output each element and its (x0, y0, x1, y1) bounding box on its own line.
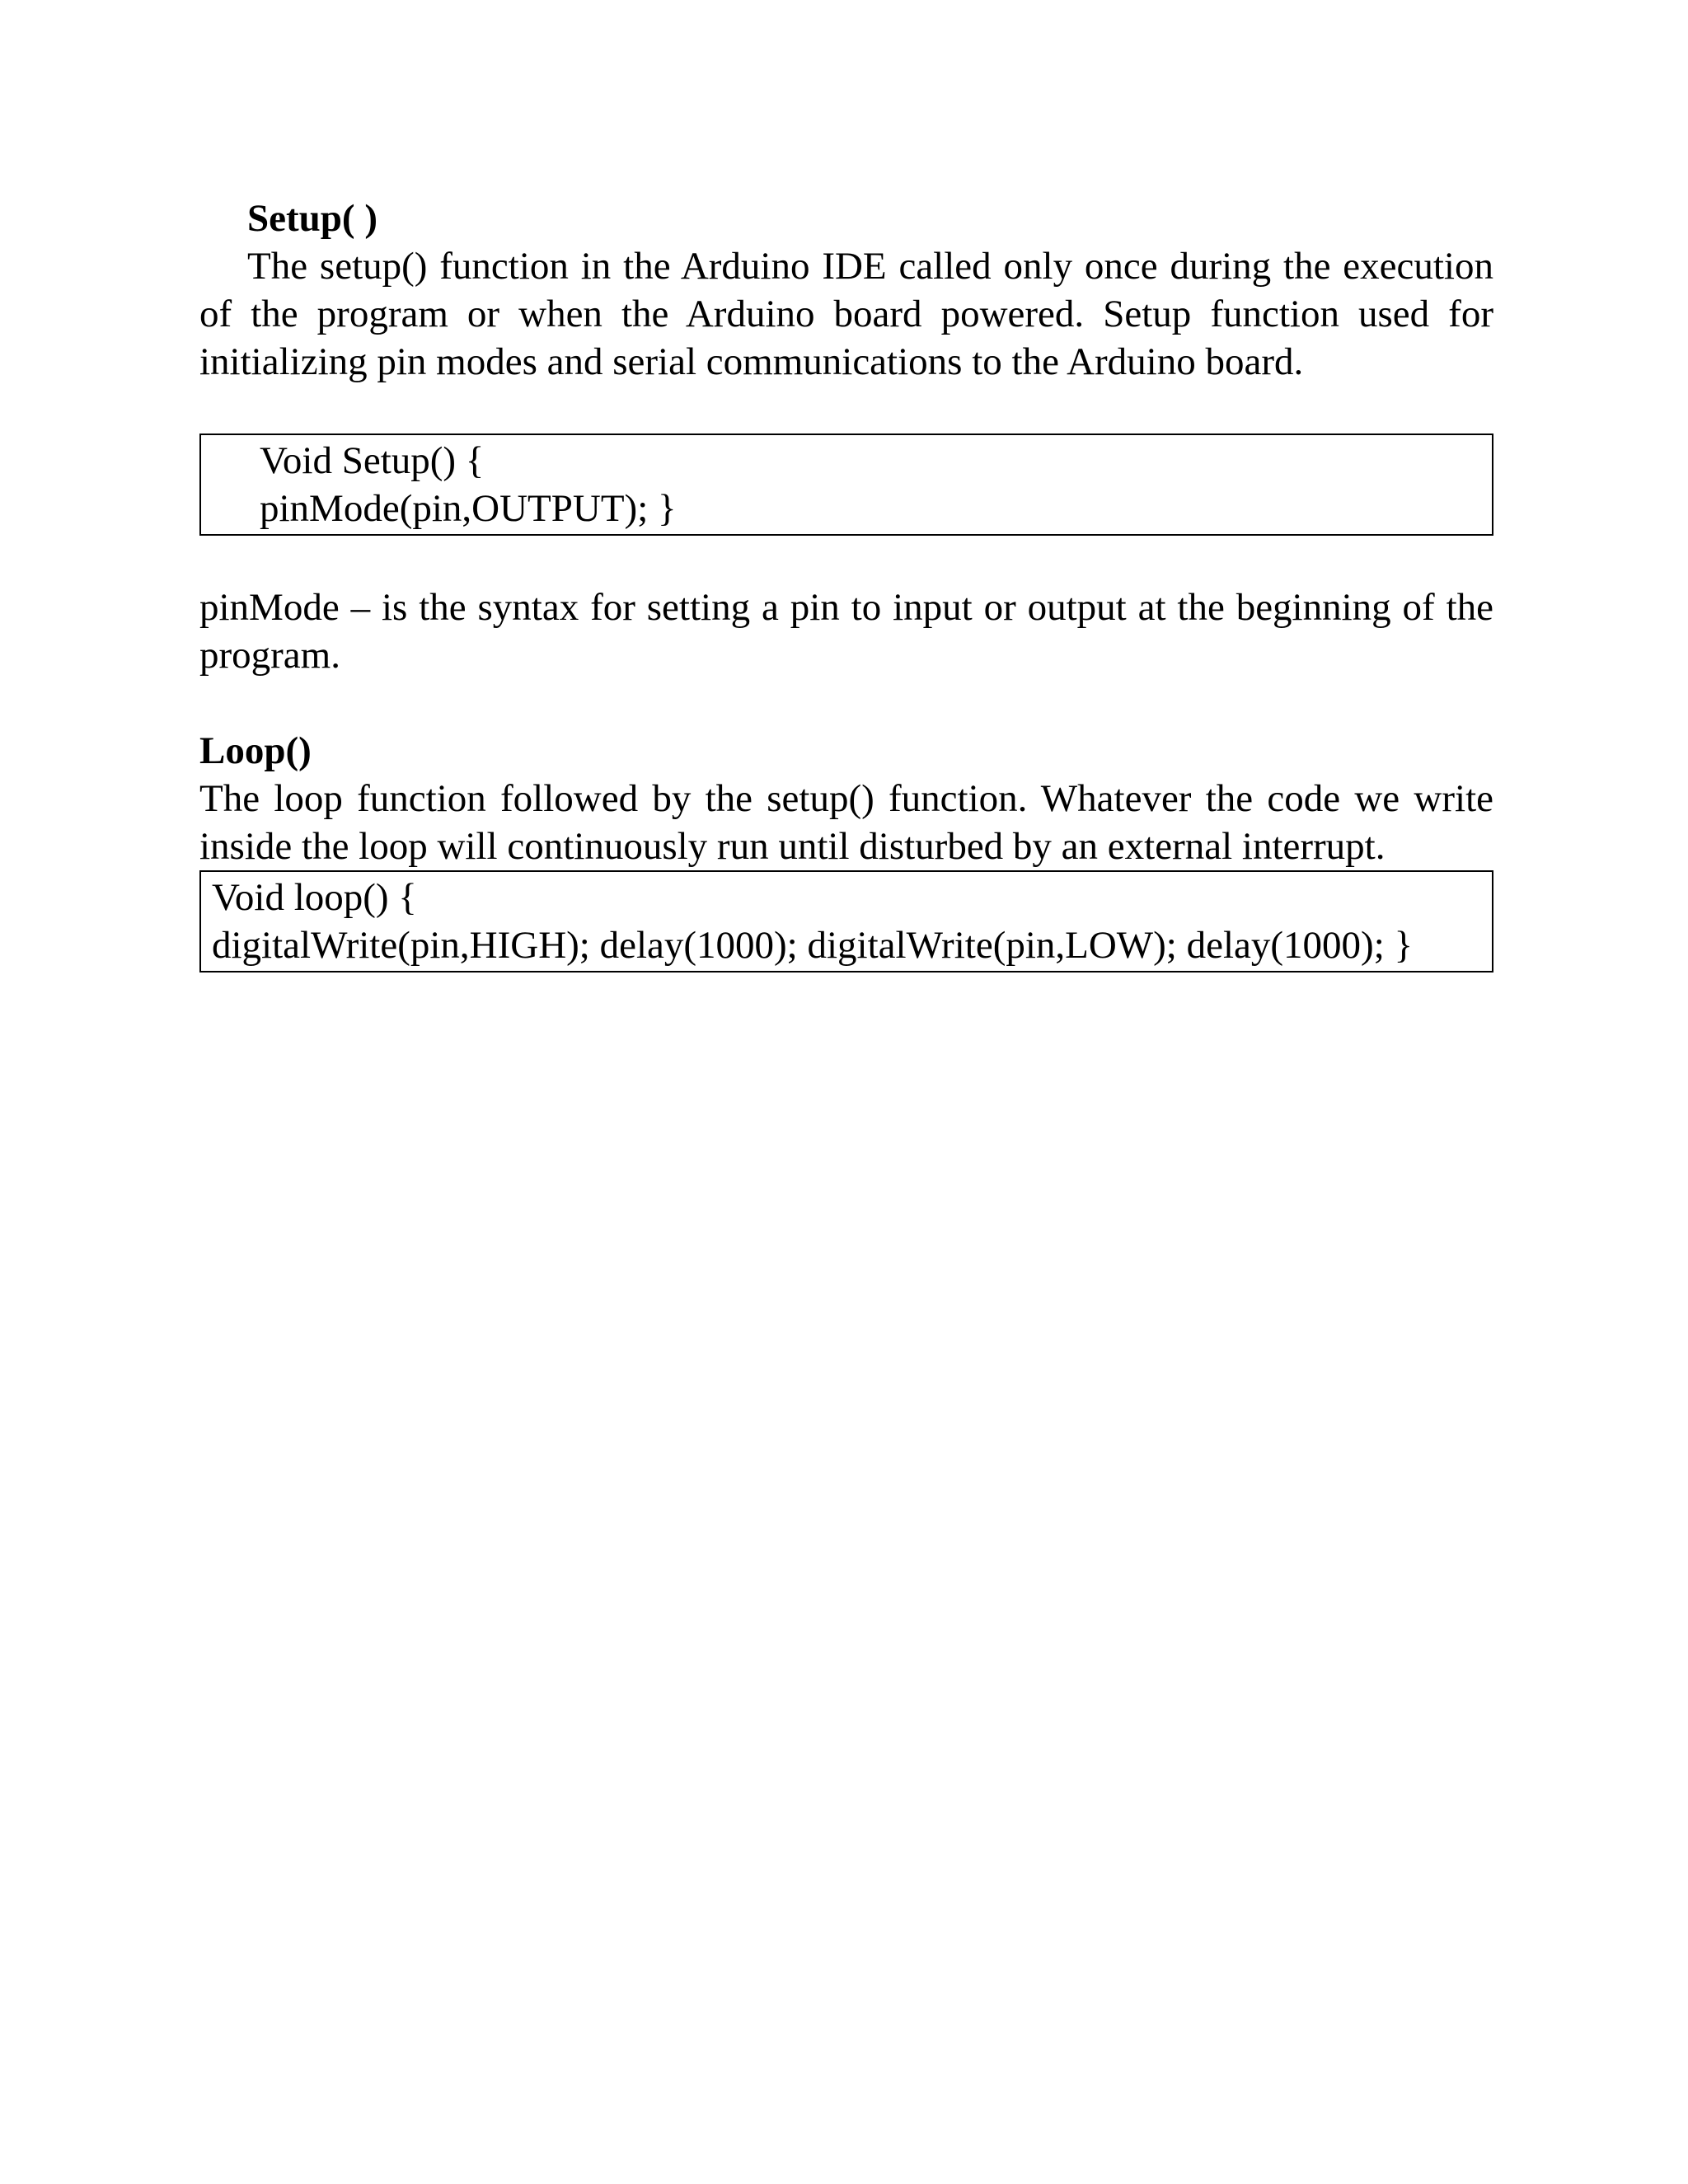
loop-code-box (199, 870, 1493, 972)
setup-code-line: pinMode(pin,OUTPUT); } (260, 487, 677, 530)
pinmode-note: pinMode – is the syntax for setting a pin to input or output at the beginning of the program. (199, 586, 1493, 677)
loop-code-line: digitalWrite(pin,HIGH); delay(1000); digitalWrite(pin,LOW); delay(1000); } (212, 924, 1414, 967)
setup-paragraph: The setup() function in the Arduino IDE called only once during the execution of the program or when the Arduino board powered. Setup function used for initializing pin modes and serial communications to the Arduino board. (199, 245, 1493, 383)
setup-heading: Setup( ) (247, 197, 377, 240)
document-body (199, 194, 1493, 972)
loop-heading: Loop() (199, 729, 312, 772)
setup-code-box (199, 434, 1493, 536)
setup-code-line: Void Setup() { (260, 439, 485, 482)
spacer (199, 679, 1493, 727)
loop-code-line: Void loop() { (212, 876, 417, 919)
loop-paragraph: The loop function followed by the setup() function. Whatever the code we write inside the loop will continuously run until disturbed by an external interrupt. (199, 777, 1493, 868)
spacer (199, 536, 1493, 583)
spacer (199, 386, 1493, 434)
